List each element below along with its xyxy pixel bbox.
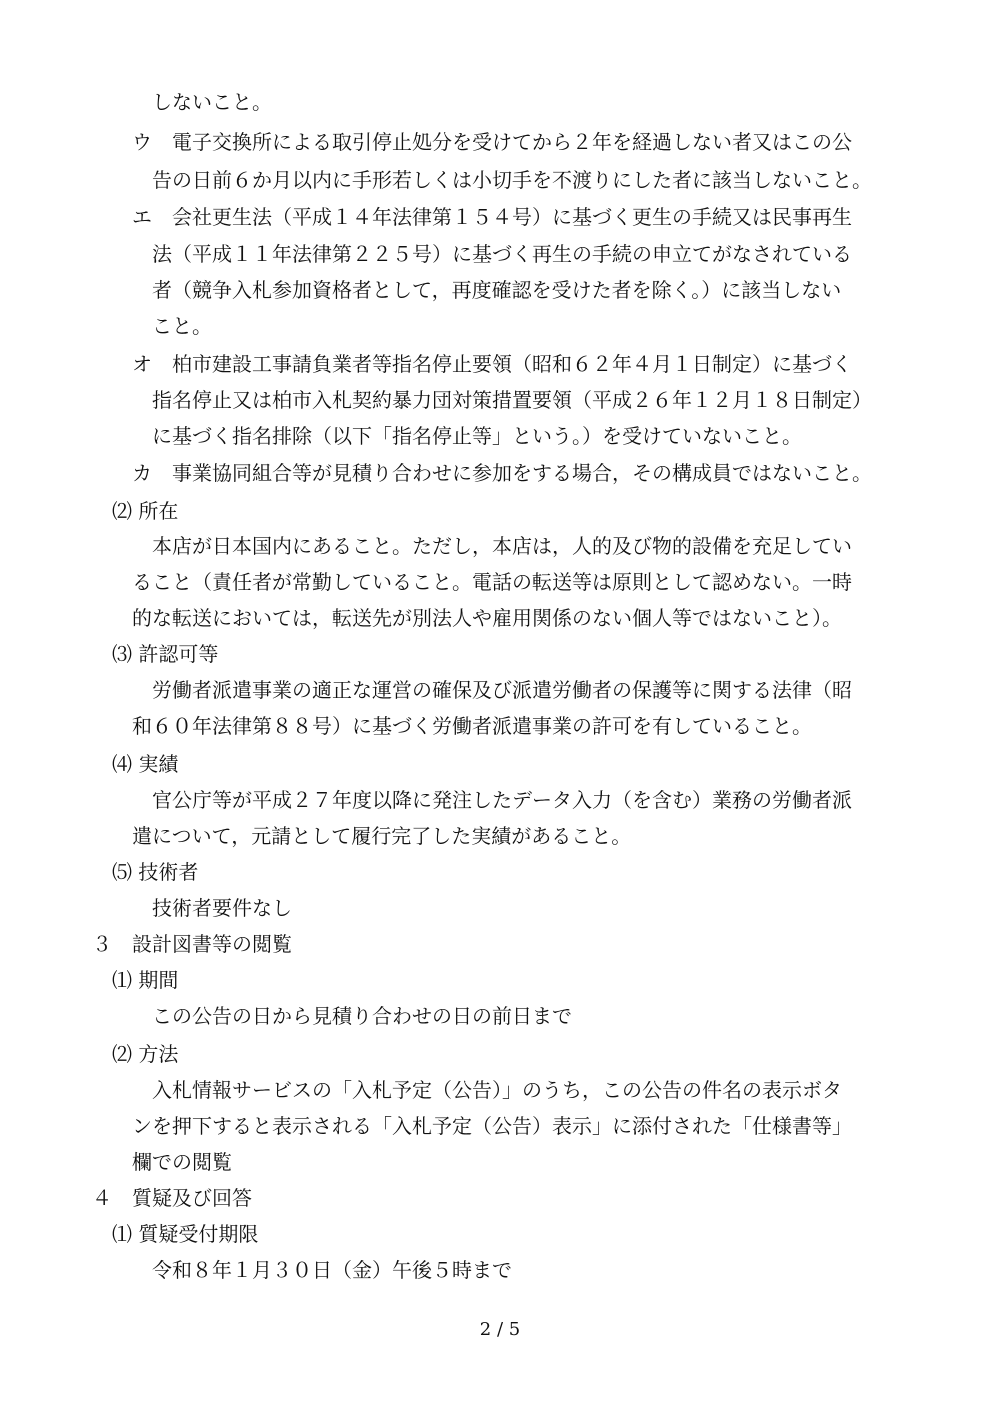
- text-line: 本店が日本国内にあること。ただし，本店は，人的及び物的設備を充足してい: [152, 534, 852, 558]
- section-heading: ⑴ 質疑受付期限: [112, 1222, 259, 1246]
- text-line: 的な転送においては，転送先が別法人や雇用関係のない個人等ではないこと）。: [132, 606, 842, 630]
- text-line: 指名停止又は柏市入札契約暴力団対策措置要領（平成２６年１２月１８日制定）: [152, 388, 872, 412]
- text-line: 入札情報サービスの「入札予定（公告）」のうち，この公告の件名の表示ボタ: [152, 1078, 842, 1102]
- text-line: 官公庁等が平成２７年度以降に発注したデータ入力（を含む）業務の労働者派: [152, 788, 852, 812]
- page-number: 2 / 5: [479, 1319, 521, 1340]
- text-line: に基づく指名排除（以下「指名停止等」という。）を受けていないこと。: [152, 424, 802, 448]
- text-line: 労働者派遣事業の適正な運営の確保及び派遣労働者の保護等に関する法律（昭: [152, 678, 852, 702]
- text-line: 和６０年法律第８８号）に基づく労働者派遣事業の許可を有していること。: [132, 714, 812, 738]
- section-heading: ⑵ 所在: [112, 499, 179, 523]
- section-heading: ⑸ 技術者: [112, 860, 199, 884]
- section-heading: ⑷ 実績: [112, 752, 179, 776]
- text-line: ンを押下すると表示される「入札予定（公告）表示」に添付された「仕様書等」: [132, 1114, 852, 1138]
- text-line: エ 会社更生法（平成１４年法律第１５４号）に基づく更生の手続又は民事再生: [132, 205, 852, 229]
- text-line: 法（平成１１年法律第２２５号）に基づく再生の手続の申立てがなされている: [152, 242, 852, 266]
- text-line: 遣について，元請として履行完了した実績があること。: [132, 824, 632, 848]
- text-line: この公告の日から見積り合わせの日の前日まで: [152, 1004, 572, 1028]
- text-line: 令和８年１月３０日（金）午後５時まで: [152, 1258, 512, 1282]
- chapter-heading: ４ 質疑及び回答: [92, 1186, 252, 1210]
- text-line: ること（責任者が常勤していること。電話の転送等は原則として認めない。一時: [132, 570, 852, 594]
- text-line: こと。: [152, 314, 212, 338]
- text-line: カ 事業協同組合等が見積り合わせに参加をする場合，その構成員ではないこと。: [132, 461, 872, 485]
- section-heading: ⑶ 許認可等: [112, 642, 219, 666]
- text-line: しないこと。: [152, 90, 272, 114]
- section-heading: ⑵ 方法: [112, 1042, 179, 1066]
- chapter-heading: ３ 設計図書等の閲覧: [92, 932, 292, 956]
- text-line: 者（競争入札参加資格者として，再度確認を受けた者を除く。）に該当しない: [152, 278, 842, 302]
- text-line: 技術者要件なし: [152, 896, 292, 920]
- text-line: 告の日前６か月以内に手形若しくは小切手を不渡りにした者に該当しないこと。: [152, 168, 872, 192]
- text-line: ウ 電子交換所による取引停止処分を受けてから２年を経過しない者又はこの公: [132, 130, 852, 154]
- text-line: 欄での閲覧: [132, 1150, 232, 1174]
- section-heading: ⑴ 期間: [112, 968, 179, 992]
- text-line: オ 柏市建設工事請負業者等指名停止要領（昭和６２年４月１日制定）に基づく: [132, 352, 852, 376]
